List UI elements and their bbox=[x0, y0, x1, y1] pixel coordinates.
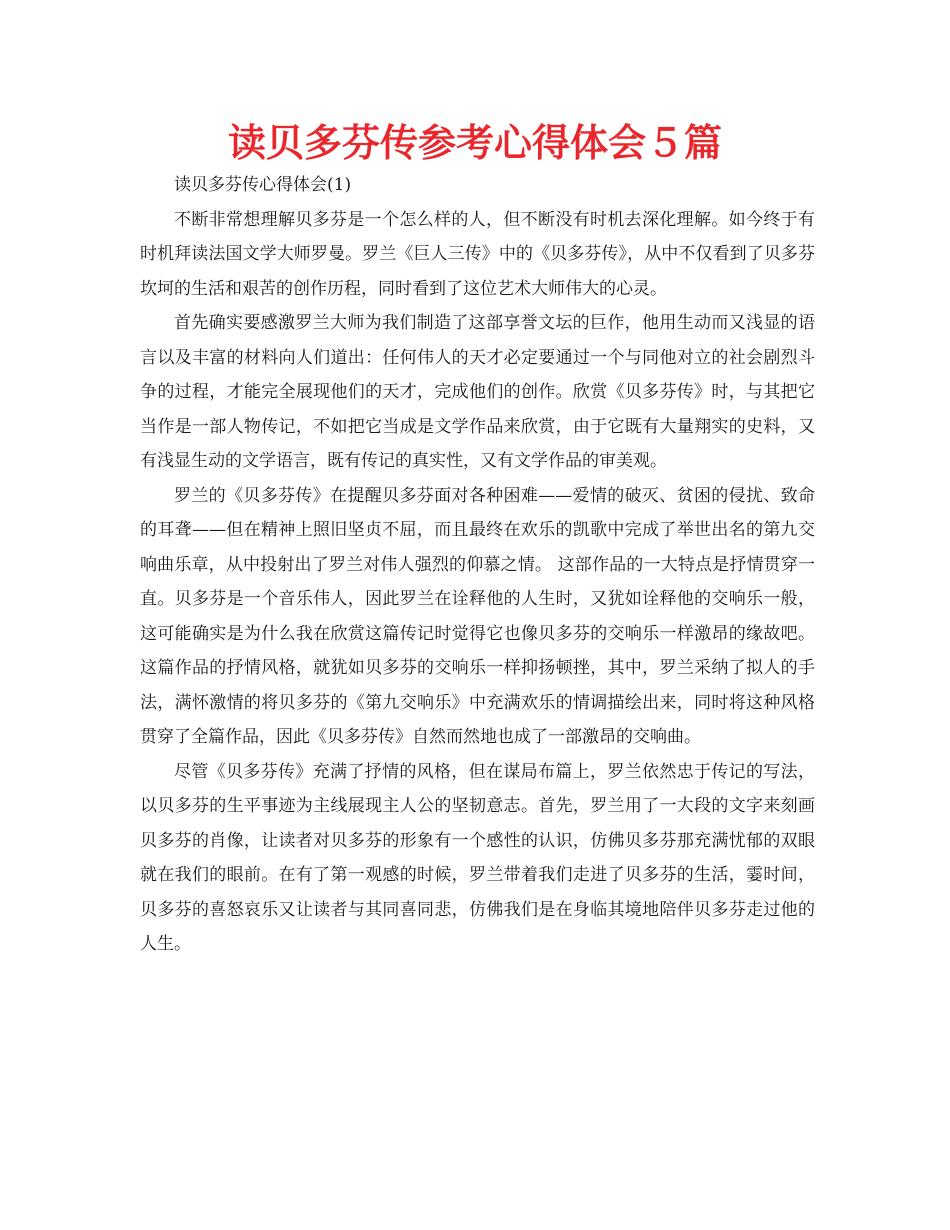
paragraph-3: 罗兰的《贝多芬传》在提醒贝多芬面对各种困难——爱情的破灭、贫困的侵扰、致命的耳聋——但在精神上照旧坚贞不屈，而且最终在欢乐的凯歌中完成了举世出名的第九交响曲乐章，从中投射出了罗兰对伟人强烈的仰慕之情。 这部作品的一大特点是抒情贯穿一直。贝多芬是一个音乐伟人，因此罗兰在诠释他的人生时，又犹如诠释他的交响乐一般，这可能确实是为什么我在欣赏这篇传记时觉得它也像贝多芬的交响乐一样激昂的缘故吧。这篇作品的抒情风格，就犹如贝多芬的交响乐一样抑扬顿挫，其中，罗兰采纳了拟人的手法，满怀激情的将贝多芬的《第九交响乐》中充满欢乐的情调描绘出来，同时将这种风格贯穿了全篇作品，因此《贝多芬传》自然而然地也成了一部激昂的交响曲。 bbox=[140, 485, 815, 747]
paragraph-4: 尽管《贝多芬传》充满了抒情的风格，但在谋局布篇上，罗兰依然忠于传记的写法，以贝多芬的生平事迹为主线展现主人公的坚韧意志。首先，罗兰用了一大段的文字来刻画贝多芬的肖像，让读者对贝多芬的形象有一个感性的认识，仿佛贝多芬那充满忧郁的双眼就在我们的眼前。在有了第一观感的时候，罗兰带着我们走进了贝多芬的生活，霎时间，贝多芬的喜怒哀乐又让读者与其同喜同悲，仿佛我们是在身临其境地陪伴贝多芬走过他的人生。 bbox=[140, 761, 815, 954]
page-title: 读贝多芬传参考心得体会５篇 bbox=[227, 121, 722, 165]
section-heading: 读贝多芬传心得体会(1) bbox=[174, 175, 352, 195]
paragraph-2: 首先确实要感激罗兰大师为我们制造了这部享誉文坛的巨作，他用生动而又浅显的语言以及丰富的材料向人们道出：任何伟人的天才必定要通过一个与同他对立的社会剧烈斗争的过程，才能完全展现他们的天才，完成他们的创作。欣赏《贝多芬传》时，与其把它当作是一部人物传记，不如把它当成是文学作品来欣赏，由于它既有大量翔实的史料，又有浅显生动的文学语言，既有传记的真实性，又有文学作品的审美观。 bbox=[140, 313, 815, 471]
document-body bbox=[140, 168, 815, 962]
paragraph-1: 不断非常想理解贝多芬是一个怎么样的人，但不断没有时机去深化理解。如今终于有时机拜读法国文学大师罗曼。罗兰《巨人三传》中的《贝多芬传》，从中不仅看到了贝多芬坎坷的生活和艰苦的创作历程，同时看到了这位艺术大师伟大的心灵。 bbox=[140, 209, 815, 299]
